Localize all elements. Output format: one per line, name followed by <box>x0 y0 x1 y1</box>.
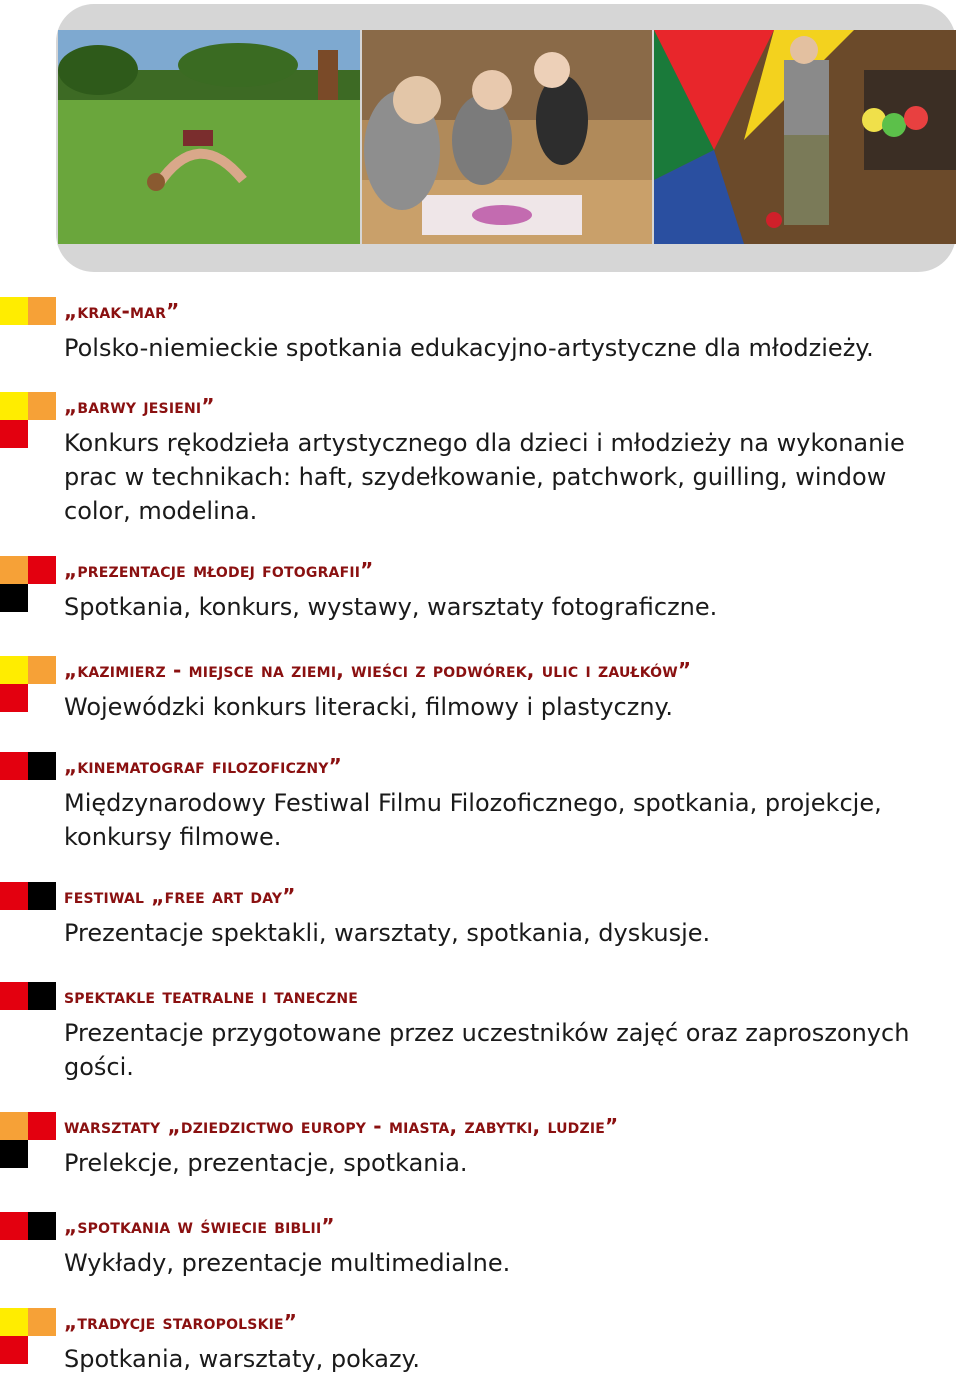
square-icon <box>28 656 56 684</box>
square-icon <box>28 556 56 584</box>
square-icon <box>0 684 28 712</box>
entry-description: Spotkania, konkurs, wystawy, warsztaty fotograficzne. <box>64 593 718 621</box>
entry-title: „barwy jesieni” <box>64 394 215 418</box>
square-icon <box>28 1212 56 1240</box>
entry-description: Wykłady, prezentacje multimedialne. <box>64 1249 511 1277</box>
square-icon <box>28 752 56 780</box>
entry-title: spektakle teatralne i taneczne <box>64 984 358 1008</box>
square-icon <box>28 982 56 1010</box>
entry-title: „spotkania w świecie biblii” <box>64 1214 335 1238</box>
square-icon <box>0 556 28 584</box>
square-icon <box>0 982 28 1010</box>
entry-description: Prezentacje spektakli, warsztaty, spotkania, dyskusje. <box>64 919 711 947</box>
entry-title: „krak-mar” <box>64 299 180 323</box>
square-icon <box>28 882 56 910</box>
square-icon <box>0 392 28 420</box>
entry-description: Międzynarodowy Festiwal Filmu Filozoficznego, spotkania, projekcje, konkursy filmowe. <box>64 789 882 851</box>
square-icon <box>28 1308 56 1336</box>
photo-gymnast-on-grass <box>58 30 360 244</box>
entry-description: Prelekcje, prezentacje, spotkania. <box>64 1149 468 1177</box>
entry-description: Konkurs rękodzieła artystycznego dla dzieci i młodzieży na wykonanie prac w technikach: haft, szydełkowanie, patchwork, guilling, window color, modelina. <box>64 429 905 525</box>
square-icon <box>0 297 28 325</box>
square-icon <box>0 1140 28 1168</box>
square-icon <box>0 882 28 910</box>
square-icon <box>0 1336 28 1364</box>
square-icon <box>0 656 28 684</box>
square-icon <box>28 392 56 420</box>
entry-description: Spotkania, warsztaty, pokazy. <box>64 1345 420 1373</box>
square-icon <box>28 1112 56 1140</box>
entry-title: warsztaty „dziedzictwo europy - miasta, zabytki, ludzie” <box>64 1114 619 1138</box>
entry-title: „kinematograf filozoficzny” <box>64 754 342 778</box>
entry-title: „tradycje staropolskie” <box>64 1310 298 1334</box>
entry-title: festiwal „free art day” <box>64 884 296 908</box>
entry-title: „prezentacje młodej fotografii” <box>64 558 374 582</box>
entry-title: „kazimierz - miejsce na ziemi, wieści z podwórek, ulic i zaułków” <box>64 658 692 682</box>
entry-description: Polsko-niemieckie spotkania edukacyjno-artystyczne dla młodzieży. <box>64 334 874 362</box>
entry-description: Wojewódzki konkurs literacki, filmowy i plastyczny. <box>64 693 673 721</box>
square-icon <box>0 1212 28 1240</box>
photo-children-painting <box>362 30 652 244</box>
photo-boy-juggling <box>654 30 956 244</box>
square-icon <box>28 297 56 325</box>
square-icon <box>0 1112 28 1140</box>
square-icon <box>0 752 28 780</box>
square-icon <box>0 1308 28 1336</box>
square-icon <box>0 584 28 612</box>
entry-description: Prezentacje przygotowane przez uczestników zajęć oraz zaproszonych gości. <box>64 1019 910 1081</box>
square-icon <box>0 420 28 448</box>
